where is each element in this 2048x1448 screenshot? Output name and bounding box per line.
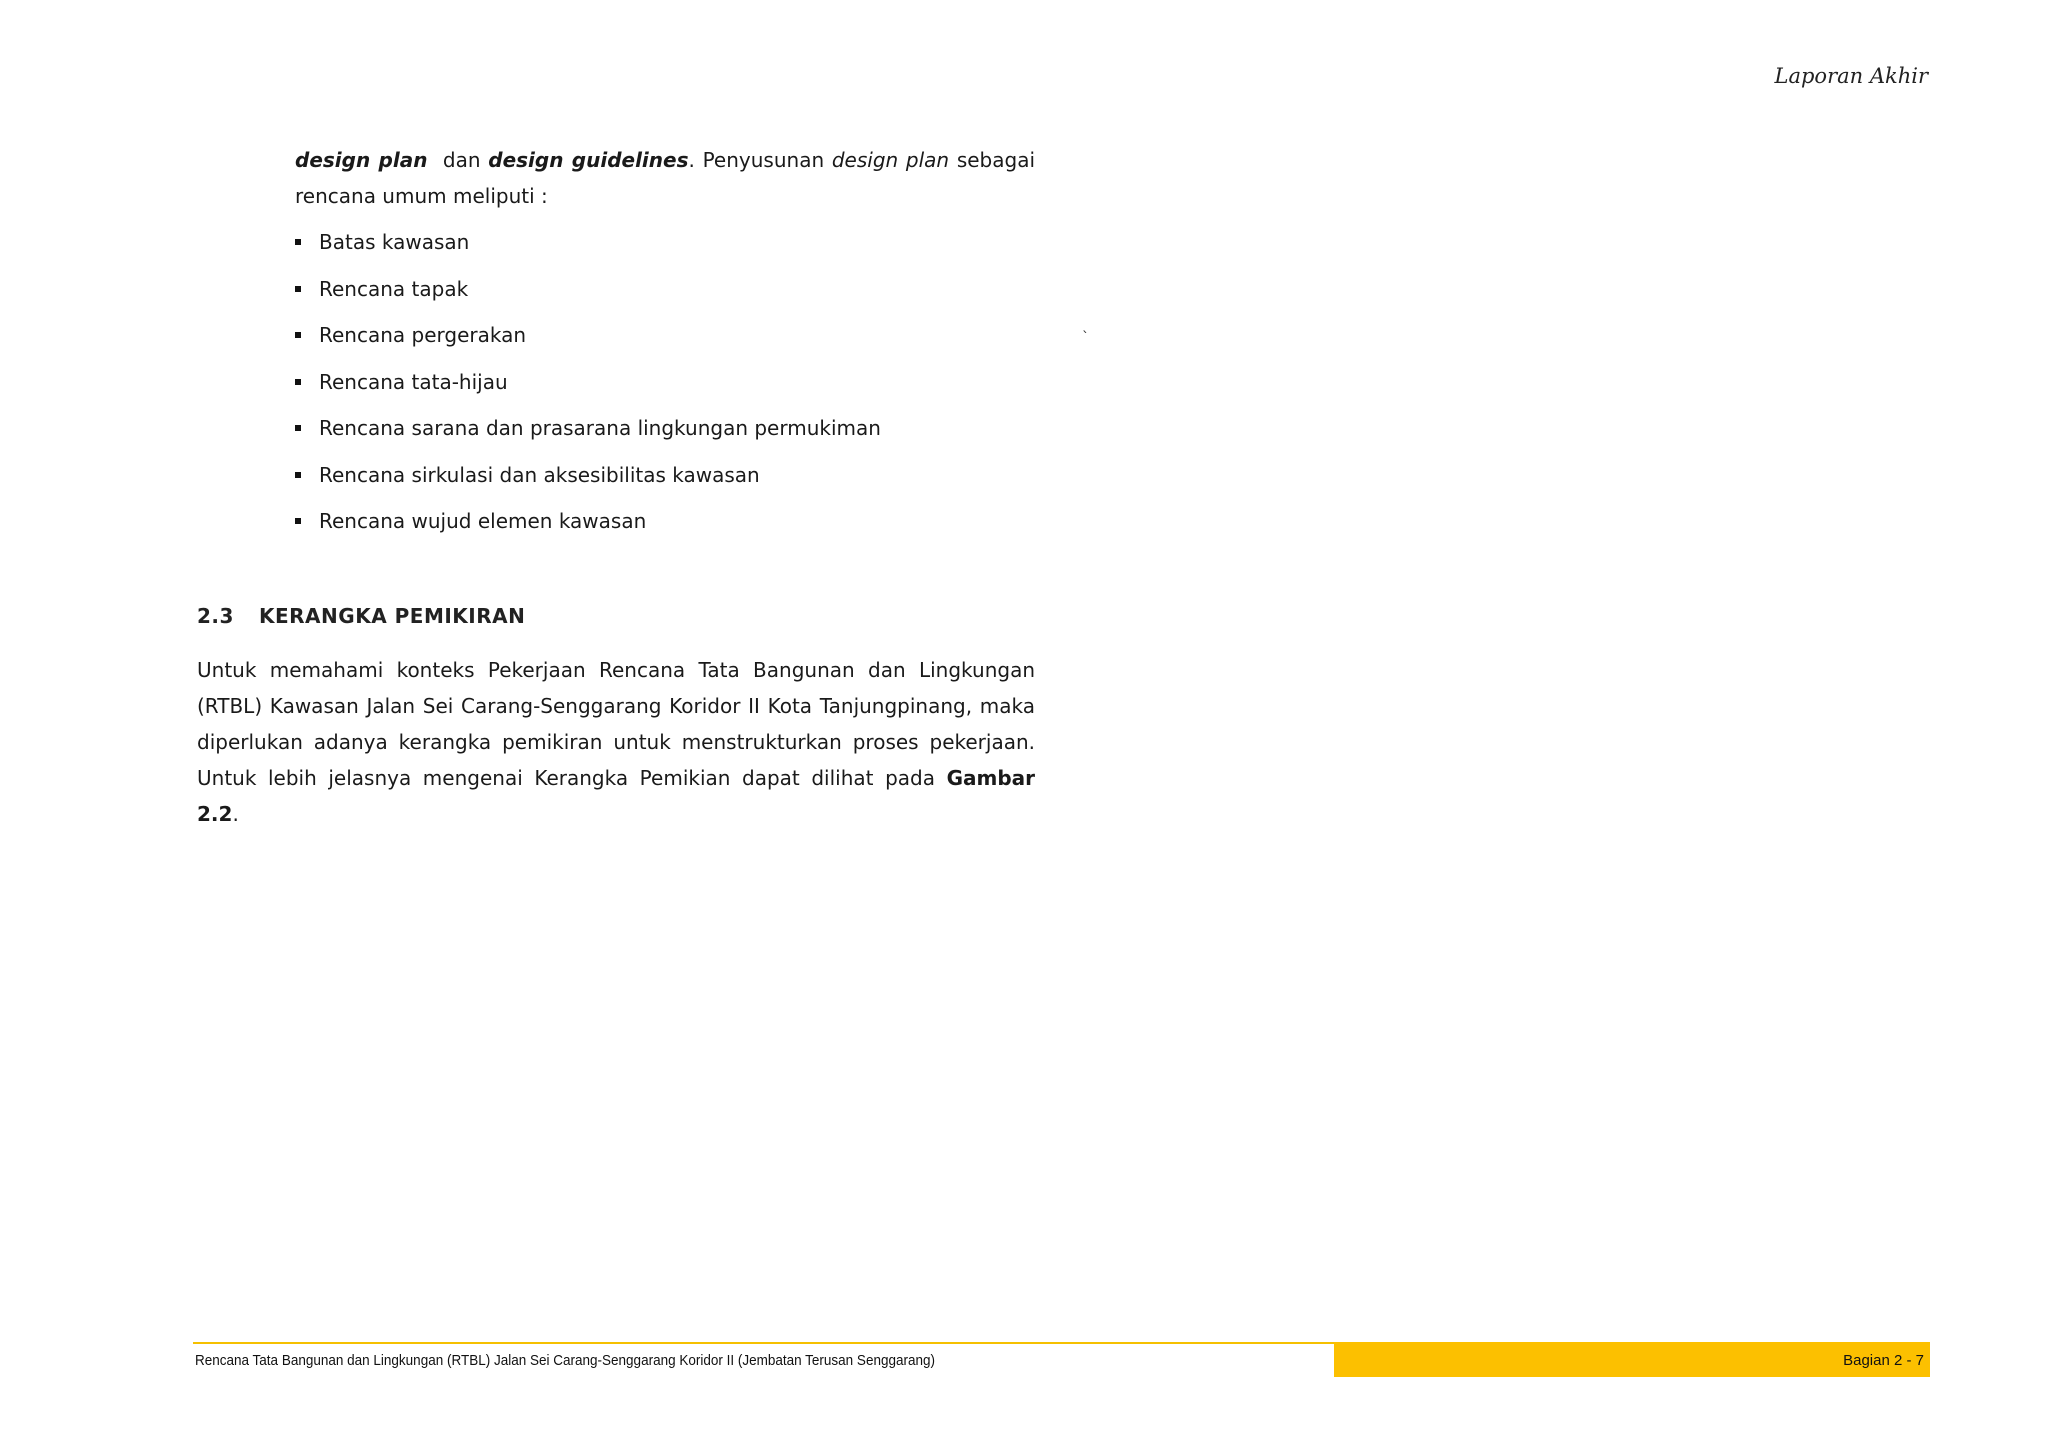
- section-number: 2.3: [197, 604, 234, 628]
- list-item: [295, 366, 1055, 413]
- figure-reference: Gambar 2.2: [197, 766, 1035, 826]
- footer-document-title: Rencana Tata Bangunan dan Lingkungan (RTBL) Jalan Sei Carang-Senggarang Koridor II (Jembatan Terusan Senggarang): [195, 1352, 935, 1369]
- section-heading: [197, 604, 525, 628]
- term-design-plan: design plan: [295, 148, 428, 172]
- list-item-text: Rencana wujud elemen kawasan: [319, 509, 647, 533]
- footer-page-number: Bagian 2 - 7: [1843, 1352, 1924, 1369]
- intro-paragraph: [295, 142, 1035, 214]
- list-item: [295, 273, 1055, 320]
- list-item-text: Rencana sirkulasi dan aksesibilitas kawasan: [319, 462, 760, 487]
- square-bullet-icon: [295, 425, 301, 431]
- list-item-text: Rencana pergerakan: [319, 323, 527, 347]
- square-bullet-icon: [295, 286, 301, 292]
- plan-components-list: [295, 226, 1055, 552]
- section-title: KERANGKA PEMIKIRAN: [259, 604, 526, 628]
- term-design-guidelines: design guidelines: [488, 148, 689, 172]
- list-item: [295, 319, 1055, 366]
- square-bullet-icon: [295, 239, 301, 245]
- stray-mark: `: [1082, 330, 1089, 346]
- square-bullet-icon: [295, 332, 301, 338]
- intro-text-1: . Penyusunan: [688, 148, 832, 172]
- list-item-text: Rencana tapak: [319, 276, 469, 301]
- intro-text-2: sebagai rencana umum meliputi :: [295, 148, 1036, 208]
- list-item: [295, 459, 1055, 506]
- list-item-text: Rencana tata-hijau: [319, 369, 508, 394]
- list-item-text: Rencana sarana dan prasarana lingkungan permukiman: [319, 416, 881, 440]
- body-end: .: [232, 802, 239, 826]
- footer-rule: [193, 1342, 1334, 1344]
- body-text: Untuk memahami konteks Pekerjaan Rencana Tata Bangunan dan Lingkungan (RTBL) Kawasan Jalan Sei Carang-Senggarang Koridor II Kota Tanjungpinang, maka diperlukan adanya kerangka pemikiran untuk menstrukturkan proses pekerjaan. Untuk lebih jelasnya mengenai Kerangka Pemikian dapat dilihat pada: [197, 658, 1035, 790]
- list-item: [295, 226, 1055, 273]
- list-item: [295, 412, 1055, 459]
- running-header: Laporan Akhir: [1774, 64, 1928, 88]
- square-bullet-icon: [295, 518, 301, 524]
- intro-conjunction: dan: [442, 148, 481, 172]
- list-item: [295, 505, 1055, 552]
- square-bullet-icon: [295, 472, 301, 478]
- term-design-plan-2: design plan: [831, 148, 950, 172]
- square-bullet-icon: [295, 379, 301, 385]
- list-item-text: Batas kawasan: [319, 230, 470, 254]
- footer-accent-bar: [1334, 1342, 1930, 1377]
- body-paragraph: [197, 652, 1035, 832]
